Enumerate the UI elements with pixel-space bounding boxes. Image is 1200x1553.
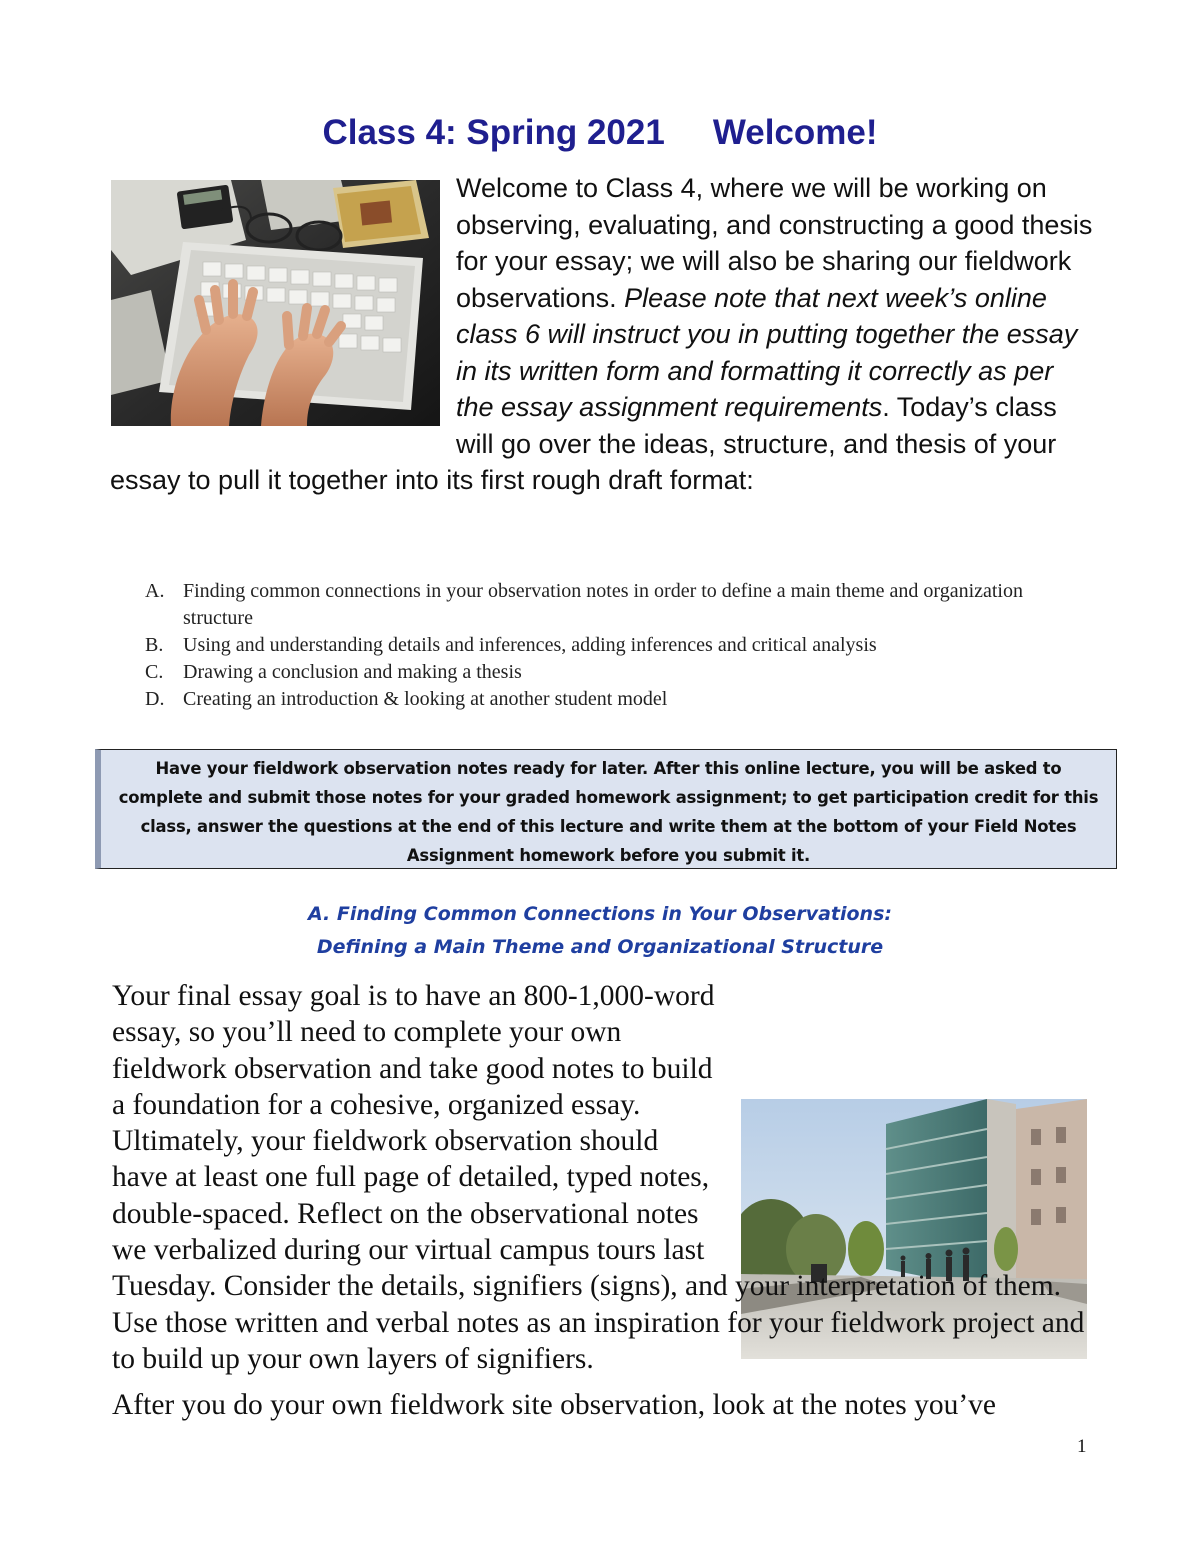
list-marker: A. — [145, 580, 165, 602]
body-text — [112, 978, 1087, 1424]
notice-box: Have your fieldwork observation notes ready for later. After this online lecture, you will be asked to complete and submit those notes for your graded homework assignment; to get participation credit for this class, answer the questions at the end of this lecture and write them at the bottom of your Field Notes Assignment homework before you submit it. — [95, 749, 1117, 869]
list-item — [145, 632, 1085, 659]
list-item-text: Drawing a conclusion and making a thesis — [183, 661, 522, 683]
intro-text-end: . Today’s class will go over the ideas, structure, and thesis of your essay to pull it together into its first rough draft format: — [110, 392, 1057, 495]
list-marker: B. — [145, 634, 164, 656]
list-item-text: Creating an introduction & looking at another student model — [183, 688, 668, 710]
page-number: 1 — [1077, 1436, 1087, 1457]
intro-italic-note: Please note that next week’s online class 6 will instruct you in putting together the essay in its written form and formatting it correctly as per the essay assignment requirements — [456, 282, 1078, 422]
list-marker: C. — [145, 661, 164, 683]
list-item-text: Finding common connections in your observation notes in order to define a main theme and organization structure — [183, 580, 1023, 629]
intro-text: Welcome to Class 4, where we will be working on observing, evaluating, and constructing a good thesis for your essay; we will also be sharing our fieldwork observations. — [456, 173, 1093, 313]
list-item — [145, 578, 1085, 632]
list-item-text: Using and understanding details and inferences, adding inferences and critical analysis — [183, 634, 877, 656]
section-heading-line2: Defining a Main Theme and Organizational Structure — [316, 936, 884, 958]
intro-paragraph — [110, 170, 1095, 499]
list-item — [145, 686, 1085, 713]
page-title — [0, 113, 1200, 153]
section-heading-line1: A. Finding Common Connections in Your Observations: — [308, 903, 892, 925]
body-paragraph-1: Your final essay goal is to have an 800-1,000-word essay, so you’ll need to complete your own fieldwork observation and take good notes to build a foundation for a cohesive, organized essay. Ultimately, your fieldwork observation should have at least one full page of detailed, typed notes, double-spaced. Reflect on the observational notes we verbalized during our virtual campus tours last Tuesday. Consider the details, signifiers (signs), and your interpretation of them. Use those written and verbal notes as an inspiration for your fieldwork project and to build up your own layers of signifiers. — [112, 980, 1085, 1375]
body-paragraph-2: After you do your own fieldwork site observation, look at the notes you’ve — [112, 1389, 996, 1422]
list-marker: D. — [145, 688, 165, 710]
title-class: Class 4: Spring 2021 — [322, 113, 665, 152]
title-welcome: Welcome! — [712, 113, 878, 152]
list-item — [145, 659, 1085, 686]
agenda-list — [145, 578, 1085, 713]
